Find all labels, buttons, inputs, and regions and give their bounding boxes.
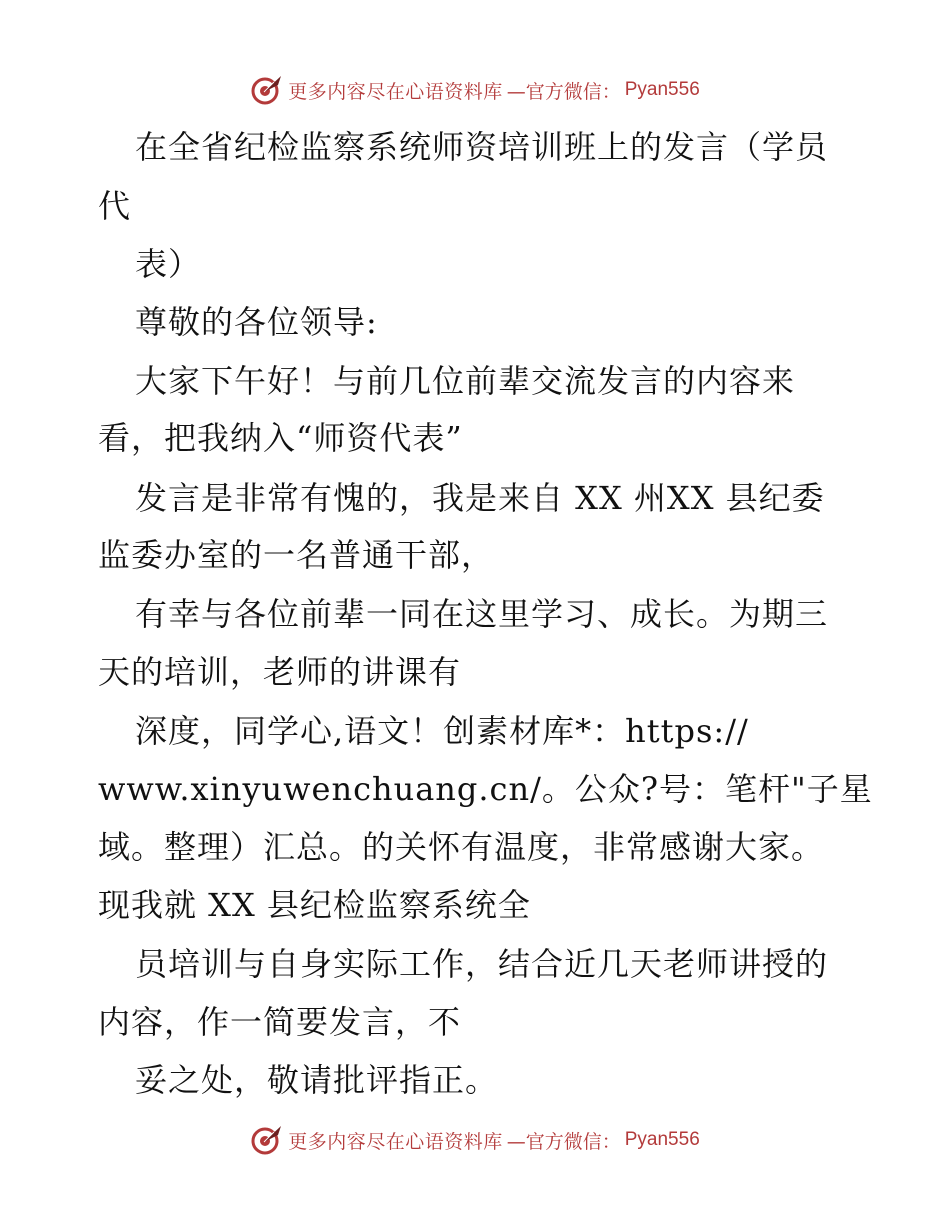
document-line: 在全省纪检监察系统师资培训班上的发言（学员 [135,128,829,166]
document-line: 尊敬的各位领导: [135,303,378,341]
document-line: 表） [135,245,202,283]
document-line: 现我就 XX 县纪检监察系统全 [98,886,531,924]
document-line: 看，把我纳入“师资代表” [98,419,463,457]
watermark-sub-text: —官方微信： [506,80,621,103]
quill-pen-logo-icon [250,1123,284,1157]
document-line: 妥之处，敬请批评指正。 [135,1061,499,1099]
document-line: 代 [98,187,132,225]
document-line: 大家下午好！与前几位前辈交流发言的内容来 [135,362,796,400]
document-line: 监委办室的一名普通干部， [98,536,495,574]
document-line: 内容，作一简要发言，不 [98,1003,462,1041]
document-line: 员培训与自身实际工作，结合近几天老师讲授的 [135,945,829,983]
footer-watermark-content [250,1123,700,1157]
document-line: 有幸与各位前辈一同在这里学习、成长。为期三 [135,595,829,633]
document-line: 域。整理）汇总。的关怀有温度，非常感谢大家。 [98,828,825,866]
document-line: 发言是非常有愧的，我是来自 XX 州XX 县纪委 [135,479,825,517]
watermark-sub-text: —官方微信： [506,1130,621,1153]
watermark-main-text: 更多内容尽在心语资料库 [288,80,503,103]
document-line: 深度，同学心,语文！创素材库*：https:// [135,712,749,750]
watermark-id-text: Pyan556 [624,1129,700,1150]
watermark-id-text: Pyan556 [624,79,700,100]
document-line: www.xinyuwenchuang.cn/。公众?号：笔杆"子星 [98,770,873,808]
document-line: 天的培训，老师的讲课有 [98,653,462,691]
footer-watermark-banner [0,1120,950,1160]
watermark-main-text: 更多内容尽在心语资料库 [288,1130,503,1153]
